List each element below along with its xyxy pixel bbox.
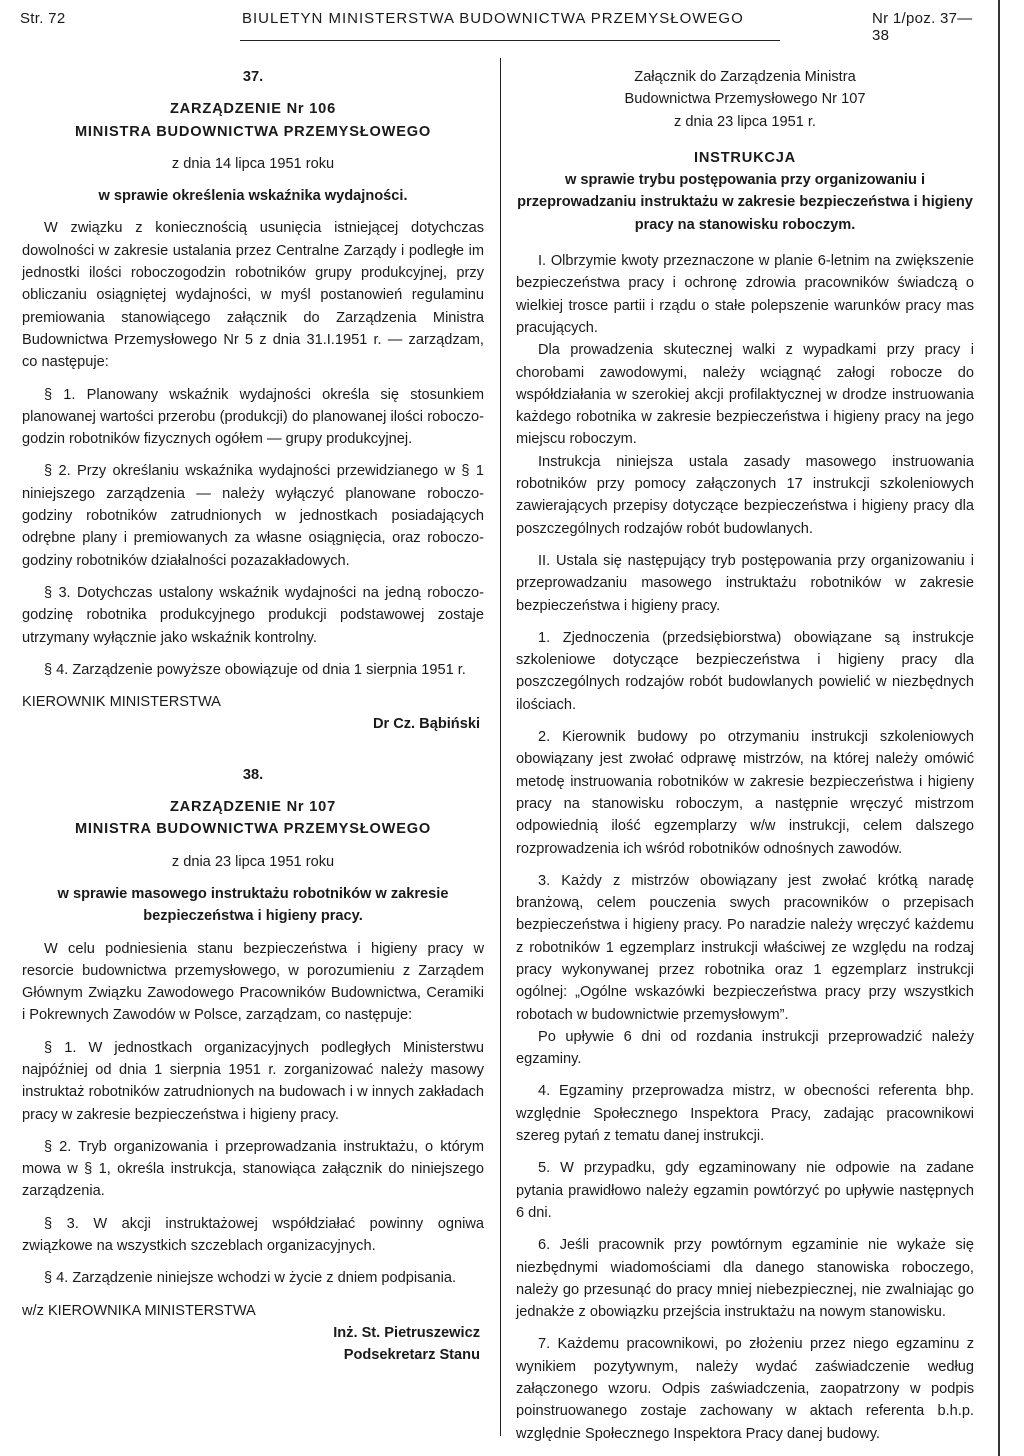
header-rule [240,40,780,41]
doc38-title-2: MINISTRA BUDOWNICTWA PRZEMYSŁOWEGO [74,821,432,838]
doc38-date: z dnia 23 lipca 1951 roku [171,853,335,870]
doc37-subject: w sprawie określenia wskaźnika wydajności. [98,188,408,205]
section-1-para-1: I. Olbrzymie kwoty przeznaczone w planie 6-letnim na zwiększenie bezpieczeństwa pracy i ochronę zdrowia pracowników świadczą o wielkiej trosce partii i rządu o stałe polepszenie warunków pracy mas pracujących. [516,253,974,336]
page-edge-line [998,0,1000,1456]
doc38-subject-2: bezpieczeństwa i higieny pracy. [143,908,363,925]
instruction-title: INSTRUKCJA [693,149,797,166]
page-number: Str. 72 [20,10,66,27]
doc37-signer-name: Dr Cz. Bąbiński [372,716,480,733]
instruction-subject: w sprawie trybu postępowania przy organizowaniu i przeprowadzaniu instruktażu w zakresie bezpieczeństwa i higieny pracy na stanowisku roboczym. [517,172,973,233]
doc38-signer-title: w/z KIEROWNIKA MINISTERSTWA [22,1302,256,1319]
column-divider [500,58,501,1436]
doc38-title-1: ZARZĄDZENIE Nr 107 [169,799,337,816]
bulletin-title: BIULETYN MINISTERSTWA BUDOWNICTWA PRZEMYSŁOWEGO [242,10,744,27]
item-7: 7. Każdemu pracownikowi, po złożeniu przez niego egzaminu z wynikiem pozytywnym, należy wydać zaświadczenie według załączonego wzoru. Odpis zaświadczenia, zaopatrzony w podpis poinstruowanego zostaje zachowany w aktach referenta b.h.p. względnie Społecznego Inspektora Pracy danej budowy. [516,1336,974,1442]
doc38-paragraph-2: § 2. Tryb organizowania i przeprowadzania instruktażu, o którym mowa w § 1, określa instrukcja, stanowiąca załącznik do niniejszego zarządzenia. [22,1138,484,1200]
item-4: 4. Egzaminy przeprowadza mistrz, w obecności referenta bhp. względnie Społecznego Inspektora Pracy, zadając pracownikowi szereg pytań z tematu danej instrukcji. [516,1083,974,1145]
doc37-date: z dnia 14 lipca 1951 roku [171,155,335,172]
doc37-paragraph-3: § 3. Dotychczas ustalony wskaźnik wydajności na jedną roboczo-godzinę robotnika produkcyjnego produkcji podstawowej zostaje utrzymany wyłącznie jako wskaźnik kontrolny. [22,584,484,646]
doc38-subject-1: w sprawie masowego instruktażu robotników w zakresie [57,885,449,902]
doc37-paragraph-1: § 1. Planowany wskaźnik wydajności określa się stosunkiem planowanej wartości przerobu (produkcji) do planowanej ilości roboczo-godzin robotników fizycznych ogółem — grupy produkcyjnej. [22,386,484,448]
issue-number: Nr 1/poz. 37—38 [872,10,973,44]
doc38-intro: W celu podniesienia stanu bezpieczeństwa i higieny pracy w resorcie budownictwa przemysłowego, w porozumieniu z Zarządem Głównym Związku Zawodowego Pracowników Budownictwa, Ceramiki i Pokrewnych Zawodów w Polsce, zarządzam, co następuje: [22,940,484,1024]
doc37-title-1: ZARZĄDZENIE Nr 106 [169,101,337,118]
doc38-number: 38. [242,766,264,783]
doc38-signer-name: Inż. St. Pietruszewicz [333,1324,480,1341]
doc37-signer-title: KIEROWNIK MINISTERSTWA [22,694,221,711]
doc37-paragraph-2: § 2. Przy określaniu wskaźnika wydajności przewidzianego w § 1 niniejszego zarządzenia — należy wyłączyć planowane roboczo-godziny robotników zatrudnionych w jednostkach posiadających odrębne plany i premiowanych za własne osiągnięcia, oraz roboczo-godziny robotników działalności pozazakładowych. [22,463,484,569]
page-header [20,10,980,44]
doc37-number: 37. [242,69,264,85]
doc37-title-2: MINISTRA BUDOWNICTWA PRZEMYSŁOWEGO [74,123,432,140]
doc37-paragraph-4: § 4. Zarządzenie powyższe obowiązuje od dnia 1 sierpnia 1951 r. [44,661,466,678]
item-6: 6. Jeśli pracownik przy powtórnym egzaminie nie wykaże się niezbędnymi wiadomościami dla danego stanowiska roboczego, należy go przesunąć do pracy mniej niebezpiecznej, nie zwalniając go jednakże z obowiązku przejścia instruktażu na nowym stanowisku. [516,1237,974,1321]
doc38-signer-role: Podsekretarz Stanu [343,1347,480,1364]
left-column [22,66,484,1367]
annex-line-2: Budownictwa Przemysłowego Nr 107 [624,91,866,108]
doc38-paragraph-1: § 1. W jednostkach organizacyjnych podległych Ministerstwu najpóźniej od dnia 1 sierpnia 1951 r. zorganizować należy masowy instruktaż robotników zatrudnionych na budowach i w innych zakładach pracy w zakresie bezpieczeństwa i higieny pracy. [22,1039,484,1123]
item-1: 1. Zjednoczenia (przedsiębiorstwa) obowiązane są instrukcje szkoleniowe dotyczące bezpieczeństwa i higieny pracy dla poszczególnych rodzajów robót budowlanych powielić w niezbędnych ilościach. [516,629,974,713]
doc38-paragraph-4: § 4. Zarządzenie niniejsze wchodzi w życie z dniem podpisania. [44,1270,457,1287]
item-3: 3. Każdy z mistrzów obowiązany jest zwołać krótką naradę branżową, celem pouczenia swych pracowników o przepisach bezpieczeństwa i higieny pracy. Po naradzie należy wręczyć każdemu z robotników 1 egzemplarz instrukcji właściwej ze względu na rodzaj pracy wykonywanej przez robotnika oraz 1 egzemplarz instrukcji ogólnej: „Ogólne wskazówki bezpieczeństwa pracy przy wszystkich robotach w budownictwie przemysłowym”. [516,872,974,1023]
item-5: 5. W przypadku, gdy egzaminowany nie odpowie na zadane pytania prawidłowo należy egzamin powtórzyć po upływie następnych 6 dni. [516,1160,974,1221]
section-2: II. Ustala się następujący tryb postępowania przy organizowaniu i przeprowadzaniu masowego instruktażu robotników w zakresie bezpieczeństwa i higieny pracy. [516,552,974,614]
doc37-intro: W związku z koniecznością usunięcia istniejącej dotychczas dowolności w zakresie ustalania przez Centralne Zarządy i podległe im jednostki ilości roboczogodzin robotników grupy produkcyjnej, przy obliczaniu osiągniętej wydajności, w myśl postanowień regulaminu premiowania stanowiącego załącznik do Zarządzenia Ministra Budownictwa Przemysłowego Nr 5 z dnia 31.I.1951 r. — zarządzam, co następuje: [22,220,484,371]
item-3-continued: Po upływie 6 dni od rozdania instrukcji przeprowadzić należy egzaminy. [516,1028,974,1068]
section-1-para-2: Dla prowadzenia skutecznej walki z wypadkami przy pracy i chorobami zawodowymi, należy wciągnąć załogi robocze do współdziałania w szerokiej akcji profilaktycznej w drodze instruowania każdego robotnika w zakresie bezpieczeństwa i higieny pracy na jego miejscu roboczym. [516,342,974,448]
annex-line-1: Załącznik do Zarządzenia Ministra [634,69,856,85]
section-1-para-3: Instrukcja niniejsza ustala zasady masowego instruowania robotników przy pomocy załączonych 17 instrukcji szkoleniowych zawierających przepisy dotyczące bezpieczeństwa i higieny pracy dla poszczególnych rodzajów robót budowlanych. [516,453,974,537]
annex-line-3: z dnia 23 lipca 1951 r. [674,113,816,130]
right-column [516,66,974,1445]
item-2: 2. Kierownik budowy po otrzymaniu instrukcji szkoleniowych obowiązany jest zwołać odprawę mistrzów, na której należy omówić metodę instruowania robotników w zakresie bezpieczeństwa i higieny pracy na stanowisku roboczym, a następnie wręczyć mistrzom odpowiednią ilość egzemplarzy w/w instrukcji, celem dalszego rozprowadzenia ich wśród robotników odnośnych zawodów. [516,729,974,857]
doc38-paragraph-3: § 3. W akcji instruktażowej współdziałać powinny ogniwa związkowe na wszystkich szczeblach organizacyjnych. [22,1215,484,1255]
